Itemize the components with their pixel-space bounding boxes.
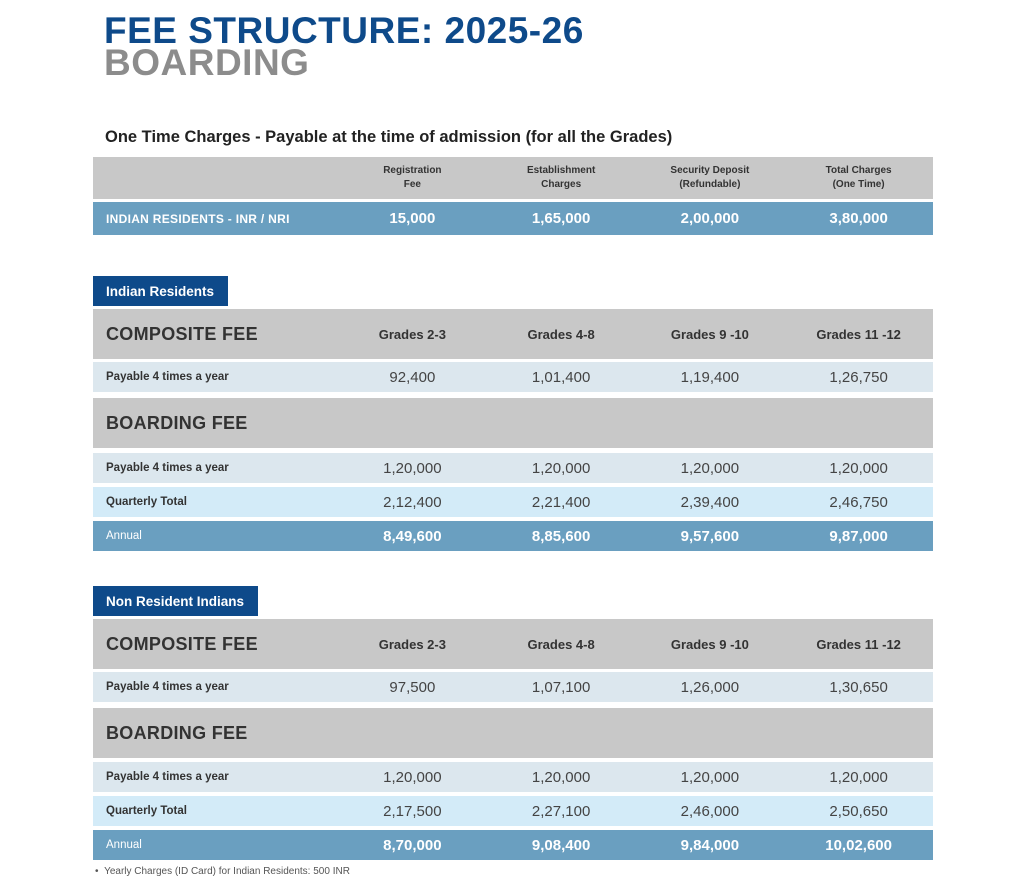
table-cell: 9,08,400 [531,836,591,854]
column-header: Establishment Charges [526,165,596,190]
table-cell: 1,20,000 [829,459,888,477]
footnote [95,866,350,877]
row-label: Payable 4 times a year [106,771,229,783]
table-cell: 1,20,000 [383,768,442,786]
table-cell: 2,39,400 [680,493,740,511]
table-cell: 1,20,000 [829,768,888,786]
indian-residents-tag: Indian Residents [93,276,228,306]
table-cell: 1,20,000 [680,459,740,477]
table-cell: 2,27,100 [531,802,591,820]
page-subtitle: BOARDING [104,42,310,83]
bullet-icon: • [95,866,105,877]
row-label: Quarterly Total [106,496,187,508]
table-cell: 92,400 [389,368,436,386]
nri-boarding-row [93,762,933,792]
indian-quarterly-row [93,487,933,517]
table-cell: 9,84,000 [680,836,740,854]
table-cell: 3,80,000 [829,210,888,227]
row-label: Quarterly Total [106,805,187,817]
indian-boarding-row [93,453,933,483]
nri-boarding-header [93,708,933,758]
table-cell: 9,87,000 [829,527,888,545]
table-cell: 1,20,000 [680,768,740,786]
table-cell: 9,57,600 [680,527,740,545]
table-cell: 15,000 [389,210,436,227]
table-cell: 1,65,000 [531,210,591,227]
table-cell: 1,20,000 [383,459,442,477]
nri-tag: Non Resident Indians [93,586,258,616]
table-cell: 97,500 [389,678,436,696]
grade-header: Grades 11 -12 [816,636,901,652]
row-label: Payable 4 times a year [106,371,229,383]
grade-header: Grades 9 -10 [670,326,749,342]
section-title: COMPOSITE FEE [106,323,258,344]
table-cell: 8,70,000 [383,836,442,854]
page-title: FEE STRUCTURE: 2025-26 [104,10,584,51]
nri-annual-row [93,830,933,860]
grade-header: Grades 2-3 [378,636,446,652]
footnote-text: Yearly Charges (ID Card) for Indian Residents: 500 INR [104,866,350,877]
column-header: Registration Fee [383,165,442,190]
grade-header: Grades 4-8 [527,636,595,652]
row-label: Annual [106,839,142,851]
grade-header: Grades 4-8 [527,326,595,342]
grade-header: Grades 2-3 [378,326,446,342]
section-title: BOARDING FEE [106,412,248,433]
table-cell: 1,19,400 [680,368,740,386]
row-label: INDIAN RESIDENTS - INR / NRI [106,211,290,226]
table-cell: 1,30,650 [829,678,888,696]
row-label: Annual [106,530,142,542]
nri-composite-header [93,619,933,669]
grade-header: Grades 9 -10 [670,636,749,652]
column-header: Total Charges (One Time) [825,165,892,190]
one-time-header-row [93,157,933,199]
table-cell: 2,21,400 [531,493,591,511]
table-cell: 1,20,000 [531,459,591,477]
one-time-value-row [93,202,933,235]
nri-composite-row [93,672,933,702]
column-header: Security Deposit (Refundable) [670,165,750,190]
indian-composite-header [93,309,933,359]
indian-composite-row [93,362,933,392]
table-cell: 1,01,400 [531,368,591,386]
grade-header: Grades 11 -12 [816,326,901,342]
table-cell: 10,02,600 [825,836,892,854]
table-cell: 8,49,600 [383,527,442,545]
table-cell: 8,85,600 [531,527,591,545]
table-cell: 1,26,000 [680,678,740,696]
table-cell: 1,26,750 [829,368,888,386]
table-cell: 1,20,000 [531,768,591,786]
table-cell: 2,17,500 [383,802,442,820]
row-label: Payable 4 times a year [106,462,229,474]
table-cell: 2,46,000 [680,802,740,820]
one-time-heading: One Time Charges - Payable at the time of admission (for all the Grades) [105,128,673,146]
table-cell: 2,00,000 [680,210,740,227]
section-title: COMPOSITE FEE [106,633,258,654]
table-cell: 2,50,650 [829,802,888,820]
nri-quarterly-row [93,796,933,826]
table-cell: 2,46,750 [829,493,888,511]
table-cell: 2,12,400 [383,493,442,511]
table-cell: 1,07,100 [531,678,591,696]
row-label: Payable 4 times a year [106,681,229,693]
indian-annual-row [93,521,933,551]
indian-boarding-header [93,398,933,448]
section-title: BOARDING FEE [106,722,248,743]
